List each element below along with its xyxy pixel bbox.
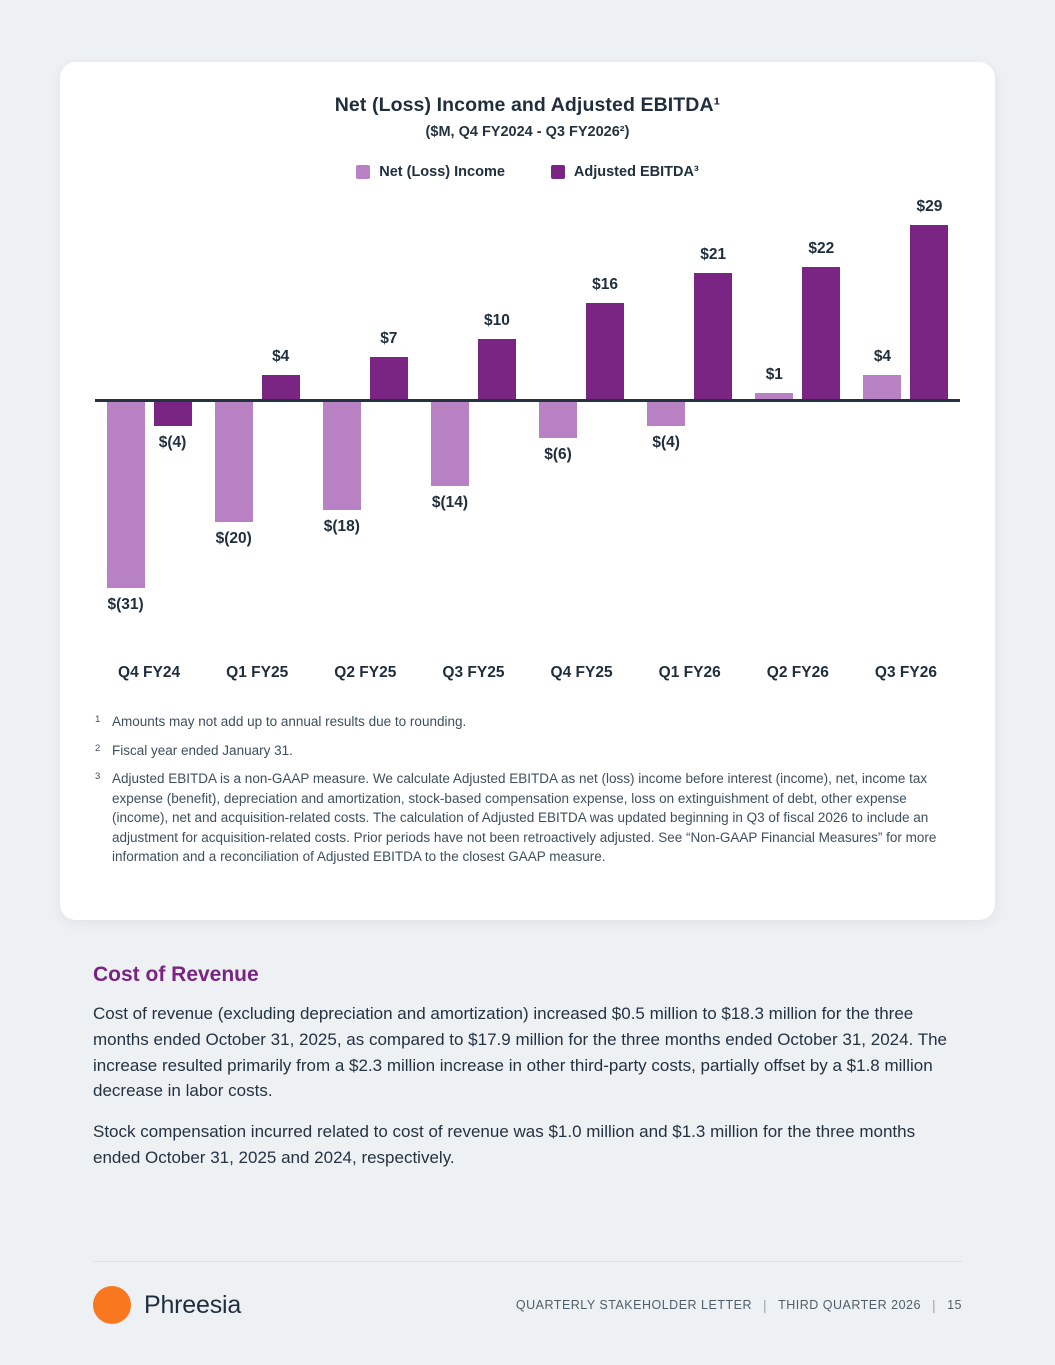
bar-value-label: $10: [484, 312, 510, 329]
section-paragraph-2: Stock compensation incurred related to cost of revenue was $1.0 million and $1.3 million for the three months ended October 31, 2025 and 2024, respectively.: [93, 1122, 916, 1168]
bar-adjusted-ebitda: [262, 375, 300, 399]
footnote-marker: 2: [95, 742, 101, 754]
legend-swatch: [551, 165, 565, 179]
footnotes: [95, 712, 960, 867]
bar-adjusted-ebitda: [370, 357, 408, 399]
legend-item: [551, 164, 699, 180]
bar-net-loss-income: [215, 402, 253, 522]
chart-legend: [95, 164, 960, 180]
category-axis: [95, 664, 960, 682]
zero-axis-line: [95, 399, 960, 402]
footnote: [95, 741, 960, 761]
bar-group: [419, 194, 527, 642]
bar-value-label: $22: [808, 240, 835, 257]
bar-adjusted-ebitda: [586, 303, 624, 399]
footnote-marker: 1: [95, 714, 101, 725]
footnote-text: Adjusted EBITDA is a non-GAAP measure. We calculate Adjusted EBITDA as net (loss) income before interest (income), net, income tax expense (benefit), depreciation and amortization, stock-based compensation expense, loss on extinguishment of debt, other expense (income), net and acquisition-related costs. The calculation of Adjusted EBITDA was updated beginning in Q3 of fiscal 2026 to include an adjustment for acquisition-related costs. Prior periods have not been retroactively adjusted. See “Non-GAAP Financial Measures” for more information and a reconciliation of Adjusted EBITDA to the closest GAAP measure.: [112, 771, 937, 865]
category-label: Q1 FY26: [658, 664, 721, 681]
legend-item: [356, 164, 505, 180]
footer-meta: [516, 1297, 962, 1313]
bar-value-label: $(6): [544, 446, 572, 463]
bar-adjusted-ebitda: [910, 225, 948, 399]
bar-group: [528, 194, 636, 642]
category-label: Q2 FY26: [766, 664, 829, 681]
brand: [93, 1286, 241, 1324]
bar-value-label: $4: [873, 348, 892, 365]
bar-net-loss-income: [647, 402, 685, 426]
section-paragraph-1: Cost of revenue (excluding depreciation and amortization) increased $0.5 million to $18.3 million for the three months ended October 31, 2025, as compared to $17.9 million for the three months ended October 31, 2024. The increase resulted primarily from a $2.3 million increase in other third-party costs, partially offset by a $1.8 million decrease in labor costs.: [93, 1004, 948, 1101]
bar-value-label: $(14): [431, 494, 469, 511]
category-label: Q3 FY26: [874, 664, 937, 681]
footnote-text: Fiscal year ended January 31.: [112, 742, 293, 758]
footnote-text: Amounts may not add up to annual results due to rounding.: [112, 714, 467, 729]
bar-group: [311, 194, 419, 642]
category-label: Q2 FY25: [334, 664, 397, 681]
bar-value-label: $(20): [215, 530, 252, 547]
footer-letter-label: QUARTERLY STAKEHOLDER LETTER: [515, 1298, 752, 1312]
bar-net-loss-income: [107, 402, 145, 588]
bar-value-label: $21: [700, 246, 727, 263]
bar-value-label: $(18): [323, 518, 360, 535]
bar-value-label: $(31): [107, 596, 144, 613]
bar-group: [95, 194, 203, 642]
chart-title: Net (Loss) Income and Adjusted EBITDA¹: [334, 94, 721, 116]
bar-value-label: $1: [765, 366, 783, 383]
bar-net-loss-income: [863, 375, 901, 399]
footnote-marker: 3: [95, 771, 101, 783]
bar-value-label: $(4): [652, 434, 680, 451]
footer-page-number: 15: [947, 1298, 962, 1312]
bar-group: [636, 194, 744, 642]
legend-label: Adjusted EBITDA³: [573, 164, 699, 180]
bar-value-label: $(4): [158, 434, 187, 451]
bar-value-label: $7: [380, 330, 398, 347]
footnote: [95, 769, 960, 867]
phreesia-logo-icon: [93, 1286, 131, 1324]
footer-separator: |: [931, 1297, 937, 1313]
bar-chart: [95, 194, 960, 642]
cost-of-revenue-section: [93, 963, 963, 1186]
chart-subtitle: ($M, Q4 FY2024 - Q3 FY2026²): [425, 124, 630, 140]
category-label: Q1 FY25: [226, 664, 289, 681]
bar-net-loss-income: [323, 402, 361, 510]
footer-divider: [93, 1261, 962, 1262]
page-footer: [93, 1261, 962, 1324]
bar-value-label: $4: [272, 348, 290, 365]
category-label: Q4 FY24: [118, 664, 181, 681]
bar-net-loss-income: [431, 402, 469, 486]
bar-value-label: $16: [592, 276, 618, 293]
chart-card: [60, 62, 995, 920]
bar-group: [852, 194, 960, 642]
category-label: Q4 FY25: [550, 664, 613, 681]
section-heading: Cost of Revenue: [93, 963, 259, 986]
bar-group: [203, 194, 311, 642]
footer-quarter-label: THIRD QUARTER 2026: [778, 1298, 921, 1312]
bar-value-label: $29: [916, 198, 943, 215]
bar-net-loss-income: [539, 402, 577, 438]
bar-adjusted-ebitda: [154, 402, 192, 426]
legend-label: Net (Loss) Income: [379, 164, 505, 180]
brand-name: Phreesia: [144, 1290, 242, 1319]
legend-swatch: [356, 165, 370, 179]
bar-adjusted-ebitda: [478, 339, 516, 399]
footnote: [95, 712, 960, 732]
footer-separator: |: [762, 1297, 768, 1313]
category-label: Q3 FY25: [442, 664, 505, 681]
